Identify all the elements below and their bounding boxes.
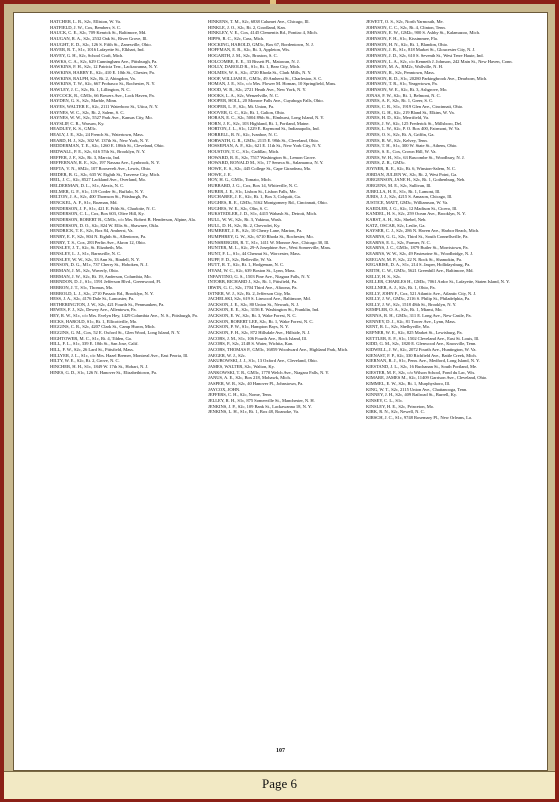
directory-entry: HENSLEY, J. T., S2c, St. Elizabeth, Mo. bbox=[50, 245, 124, 251]
directory-entry: KARST, A. H., S2c, Shebel, Neb. bbox=[366, 216, 427, 222]
directory-entry: KEARNS, J. C., GM3c, 1879 Butler St., Morristown, Pa. bbox=[366, 245, 469, 251]
directory-entry: JACKSON, ROBERT LEE, S2c, Rt. 1, Wake Forest, N. C. bbox=[208, 318, 314, 324]
directory-entry: JUSTICE, MATT, GM3c, Williamson, W. Va. bbox=[366, 200, 449, 205]
directory-entry: JAYCOX, JOHN. bbox=[208, 386, 241, 392]
directory-entry: JENKINS, L. H., S1c, Rt. 1, Box 48, Roanoke, Va. bbox=[208, 409, 300, 415]
directory-entry: JONES, G. H., S2c, 219 Bland St., Elkins, W. Va. bbox=[366, 109, 455, 115]
directory-entry: HELTON, J. A., S2c, 400 Thomson St., Pittsburgh, Pa. bbox=[50, 194, 148, 200]
directory-entry: JONES, J. W., S2c, 125 Frederick St., Millsboro, Del. bbox=[366, 120, 463, 126]
directory-entry: JOHNSON, H. N., S2c, Rt. 1, Blandon, Ohio. bbox=[366, 41, 449, 47]
directory-entry: KENNA, R. H., GM3c, 311 E. Long Ave., New Castle, Pa. bbox=[366, 313, 472, 319]
directory-entry: HOLCOMBE, E. E., 33 Bissett Pl., Matawan, N. J. bbox=[208, 58, 300, 64]
directory-entry: KENT, R. L., S2c, Shelbyville, Mo. bbox=[366, 324, 431, 330]
directory-entry: JONES, W. H., S1c, 63 Bascombe St., Woodbury, N. J. bbox=[366, 154, 465, 160]
directory-entry: HORN, J. E., S2c, 103 Highland, Rt. 1, Portland, Maine. bbox=[208, 120, 310, 126]
directory-entry: HERRON, J. T., S1c, Thomas, Mo. bbox=[50, 284, 114, 290]
directory-entry: HILL, F. W., S2c, 26 Lard St., Pittsfield, Mass. bbox=[50, 347, 134, 353]
directory-entry: HORAN, E. C., S2c, 5004 89th St., Elmhurst, Long Island, N. Y. bbox=[208, 115, 325, 121]
directory-entry: HICKS, HAROLD, S1c, Rt. 1, Ellicottville, Mo. bbox=[50, 318, 138, 324]
directory-entry: HATFIELD, J. W., Cox, Bemberr, S. C. bbox=[50, 24, 122, 30]
directory-entry: HEADLEY, K. S., GM3c. bbox=[50, 126, 97, 132]
directory-entry: HATCHER, L. B., S2c, Elliston, W. Va. bbox=[50, 19, 122, 24]
directory-columns bbox=[50, 19, 520, 745]
directory-entry: JOYNER, R. E., S2c, Rt. 6, Winston-Salem, N. C. bbox=[366, 166, 457, 172]
directory-entry: HOWARD, RONALD M., S1c, 17 Seneca St., Salamanca, N. Y. bbox=[208, 160, 324, 166]
directory-entry: HOLLY, DAROLD R., S1c, Rt. 1, Bear City, Mich. bbox=[208, 64, 301, 70]
directory-entry: HENDERSON, C. L., Cox, Box 603, Olive Hill, Ky. bbox=[50, 211, 145, 217]
directory-entry: KEMPLER, O. A., S2c, Rt. 1, Miami, Mo. bbox=[366, 307, 443, 313]
directory-entry: JANKOWSKI, T. R., GM3c, 1770 Welch Ave., Niagara Falls, N. Y. bbox=[208, 369, 330, 375]
document-page bbox=[13, 12, 548, 771]
directory-entry: JORGENSON, JANE H., S2c, Rt. 1, Gothenburg, Neb. bbox=[366, 177, 466, 183]
directory-entry: JOHNSON, J. B., S1c, 818 Market St., Gloucester City, N. J. bbox=[366, 47, 476, 53]
directory-entry: JOHNSON, E. W., GM2c, 900 S. Ashby St., Kalamazoo, Mich. bbox=[366, 30, 480, 36]
directory-entry: HENSLEY, W. W., S2c, 33 Ann St., Rindell, N. Y. bbox=[50, 256, 140, 262]
directory-entry: JACKSON, P. W., S1c, Hampton Bays, N. Y. bbox=[208, 324, 289, 330]
directory-entry: KINSEY, C. L., S1c. bbox=[366, 397, 404, 403]
directory-entry: HEWES, F. J., S2c, Dewey Ave., Allentown, Pa. bbox=[50, 307, 137, 313]
directory-entry: INTORB, RICHARD J., S2c, Rt. 1, Pittsfield, Pa. bbox=[208, 279, 298, 285]
directory-entry: HAWLEY, J. C., S2c, Rt. 1, Lillington, N. C. bbox=[50, 86, 131, 92]
directory-entry: HETHERINGTON, J. W., S2c, 421 Fourth St., Pennsauken, Pa. bbox=[50, 301, 165, 307]
directory-entry: KING, W. T., S2c, 2115 Union Ave., Chattanooga, Tenn. bbox=[366, 386, 468, 392]
directory-entry: HENDERSON, D. O., S2c, 824 W. Ellis St., Shawnee, Okla. bbox=[50, 222, 159, 228]
directory-entry: JACOBS, P., S2c, 2148 S. Water, Wichita, Kan. bbox=[208, 341, 294, 347]
directory-entry: JOHNSON, M. A., RM2c, Wallville, N. H. bbox=[366, 64, 444, 70]
directory-entry: HAVER, R. T., S1c, 1016 Lafayette St., Elkhart, Ind. bbox=[50, 47, 145, 53]
directory-entry: HAWKS, C. A., S2c, 629 Cunningham Ave., Pittsburgh, Pa. bbox=[50, 58, 158, 64]
directory-entry: ISTNER, W. J., S2c, Rt. 2, Jefferson City, Mo. bbox=[208, 290, 292, 296]
directory-entry: HUTT, R. T., S2c, Rt. 1, Hodgeman, N. C. bbox=[208, 262, 285, 268]
directory-entry: KEARNS, W. W., S2c, 49 Pasteurine St., Woodbridge, N. J. bbox=[366, 250, 474, 256]
directory-entry: KENNEY, D. J., S2c, 81 Tower Ave., Lynn, Mass. bbox=[366, 318, 456, 324]
directory-entry: HULL, D. H., S2c, Rt. 2, Chevrolet, Ky. bbox=[208, 222, 281, 228]
directory-entry: IRWIN, G. C., S2c, 1704 Third Ave., Altoona, Pa. bbox=[208, 284, 298, 290]
directory-entry: HUBER, J. E., S1c, Lisbon St., Lisbon Falls, Me. bbox=[208, 188, 297, 194]
directory-entry: HOOPER, L. F., S2c, Mt. Union, Pa. bbox=[208, 103, 275, 109]
page-label: Page 6 bbox=[261, 776, 298, 791]
directory-entry: HOMAN, J. E., S1c, c/o Mrs. Flower M. Homan, 10 Springfield, Mass. bbox=[208, 81, 337, 87]
directory-entry: KEARNS, E. L., S2c, Farmer, N. C. bbox=[366, 239, 431, 245]
directory-entry: KAYSER, C. J., S2c, 286 N. Haven Ave., Harbor Beach, Mich. bbox=[366, 228, 480, 234]
directory-entry: HUNT, F. L., S1c, 44 Chesnut St., Worcester, Mass. bbox=[208, 250, 301, 256]
directory-entry: HAYES, WALTER E., S2c, 2111 Waterboro St., Utica, N. Y. bbox=[50, 103, 159, 109]
directory-entry: KEEGAN, M. P., S2c, 22 N. Rock St., Shamokin, Pa. bbox=[366, 256, 462, 262]
directory-entry: HEDWALL, P. E., S2c, 616 57th St., Brooklyn, N. Y. bbox=[50, 149, 146, 155]
directory-entry: HENCKEL, A. F., S1c, Bozman, Md. bbox=[50, 200, 118, 205]
directory-entry: HENSLEY, L. J., S1c, Barnsville, N. C. bbox=[50, 250, 122, 256]
directory-entry: JACKSON, E. E., S2c, 3156 E. Washington St., Franklin, Ind. bbox=[208, 307, 320, 313]
directory-entry: HOGARTH, J. M., S2c, Braxton, S. C. bbox=[208, 52, 278, 58]
directory-entry: KAEDLER, J. G., S2c, 12 Madison St., Cicero, Ill. bbox=[366, 205, 458, 211]
directory-entry: HENSON, D. G., M1c, 737 Cherry St., Hoboken, N. J. bbox=[50, 262, 149, 268]
directory-entry: HEDDERMAN, T. E., S2c, 1260 E. 186th St., Cleveland, Ohio. bbox=[50, 143, 165, 149]
directory-entry: JASPER, W. R., S2c, 40 Hanover Pl., Johnstown, Pa. bbox=[208, 381, 304, 386]
directory-entry: INFANTINO, G. S., 1503 Pine Ave., Niagara Falls, N. Y. bbox=[208, 273, 311, 279]
directory-entry: HAWKINS, T. W., S2c, 667 Probasco St., Rochester, N. Y. bbox=[50, 81, 156, 87]
directory-entry: HULL, W. W., S2c, Rt. 3, Yakima, Wash. bbox=[208, 216, 282, 222]
directory-entry: HAYNES, W. C., S2c, Rt. 2, Salem, S. C. bbox=[50, 109, 125, 115]
directory-entry: JUBELLA, H. E., S1c, Rt. 1, Lamont, Ill. bbox=[366, 188, 441, 194]
directory-entry: HENRY, T. S., Cox, 283 Perlin Ave., Akron 12, Ohio. bbox=[50, 239, 146, 245]
directory-entry: HIPPS, R. C., S2c, Cass, Mich. bbox=[208, 35, 265, 41]
directory-entry: KIESTAND, J. L., S2c, 16 Buchanan St., South Portland, Me. bbox=[366, 364, 478, 370]
directory-entry: KEGARISE, D. A., S1c, 214 S. Jasper, Hollidaysburg, Pa. bbox=[366, 262, 471, 268]
directory-entry: HILL, F. L., S1c, 339 E. 10th St., San Jose, Calif. bbox=[50, 341, 139, 347]
directory-entry: HAWKINS, RALPH, S2c, Rt. 2, Abingdon, Va. bbox=[50, 75, 136, 81]
directory-entry: HOSSEPIAN, A. F., S2c, 621 E. 11th St., New York City, N. Y. bbox=[208, 143, 322, 149]
directory-entry: HUMBERT, J. B., S2c, 10 Cherry Lane, Marion, Pa. bbox=[208, 228, 303, 234]
directory-entry: HEFFERNAN, R. E., S2c, 197 Nassau Ave., Lynbrook, N. Y. bbox=[50, 160, 160, 166]
directory-entry: HOOKS, L. A., S2c, Wenzelville, N. C. bbox=[208, 92, 279, 98]
directory-entry: JACHELSKI, S2c, 619 S. Linwood Ave., Baltimore, Md. bbox=[208, 296, 311, 302]
directory-entry: KETTLER, E. F., S1c, 1502 Cleveland Ave., East St. Louis, Ill. bbox=[366, 335, 480, 341]
directory-entry: HUKSTEDLER, J. D., S1c, 4415 Wabash St., Detroit, Mich. bbox=[208, 211, 317, 217]
directory-entry: JACKSON, E. W., S2c, Rt. 3, Wake Forest, N. C. bbox=[208, 313, 297, 319]
directory-entry: HUBBARD, J. G., Cox, Box 14, Whiteville, N. C. bbox=[208, 183, 299, 189]
directory-entry: JACKSON, F. H., S2c, 872 Hillsdale Ave., Hillside, N. J. bbox=[208, 330, 311, 336]
directory-entry: HOCKING, HAROLD, GM3c, Box 67, Bordentown, N. J. bbox=[208, 41, 314, 47]
directory-entry: JACOBS, THOMAS P., GM3c, 16859 Woodward Ave., Highland Park, Mich. bbox=[208, 347, 349, 353]
directory-entry: JOHNSON, R. D., S1c, 20280 Parkingbrook Ave., Dearborn, Mich. bbox=[366, 75, 488, 81]
directory-entry: KANDEL, H. S., S2c, 259 Ocean Ave., Brooklyn, N. Y. bbox=[366, 211, 466, 217]
directory-entry: JOHNSON, W. E., S2c, Rt. 3, Ashgrove, Mo. bbox=[366, 86, 448, 92]
directory-entry: HAUCK, C. E., S2c, 709 Kenrick St., Baltimore, Md. bbox=[50, 30, 147, 36]
directory-entry: HEY, R. W., S1c, c/o Mrs. Evelyn Hey, 1429 Columbia Ave., N. S., Pittsburgh, Pa. bbox=[50, 313, 198, 319]
directory-entry: JOHNSON, F. H., S1c, Kissimmee, Fla. bbox=[366, 35, 438, 41]
directory-entry: HENRY, E. F., S2c, 804 N. Eighth St., Allentown, Pa. bbox=[50, 233, 147, 239]
directory-entry: HAYSLIP, C. R., Warsaw, Ky. bbox=[50, 120, 105, 126]
directory-entry: KATZ, OSCAR, S2c, Leslie, Ga. bbox=[366, 222, 426, 228]
directory-entry: HAUGAN, R. A., S2c, 2532 Oak St., River Grove, Ill. bbox=[50, 35, 148, 41]
directory-entry: HEFTA, V. N., SM2c, 107 Roosevelt Ave., Lewis, Ohio. bbox=[50, 166, 152, 172]
directory-entry: JACKSON, J. E., S2c, 80 Union St., Newark, N. J. bbox=[208, 301, 300, 307]
directory-entry: HAWKINS, F. H., S2c, 12 Patricia Terr., Lackawanna, N. Y. bbox=[50, 64, 158, 70]
directory-entry: HAVEY, G. H., S2c, School Craft, Mich. bbox=[50, 52, 124, 58]
directory-entry: HELDERMAN, D. L., S1c, Alexis, N. C. bbox=[50, 183, 125, 189]
directory-entry: JEFFERS, C. H., S2c, Nome, Tenn. bbox=[208, 392, 272, 398]
directory-entry: HEALY, J. E., S2c, 24 French St., Watertown, Mass. bbox=[50, 132, 144, 138]
directory-entry: KEPNER, W. E., S2c, 825 Market St., Lewisburg, Pa. bbox=[366, 330, 463, 336]
directory-entry: KELLNER, A. J., S2c, Rt. 1, Ohio, Pa. bbox=[366, 284, 436, 290]
directory-entry: JONES, O. S., S2c, Rt. A, Griffin, Ga. bbox=[366, 132, 435, 138]
directory-entry: HERROLD, L. J., S2c, 2710 Passaic Rd., Brooklyn, N. Y. bbox=[50, 290, 154, 296]
directory-entry: HUGHES, W. E., S2c, Olin, S. C. bbox=[208, 205, 269, 211]
directory-entry: HAWKINS, HARRY E., S2c, 410 E. 10th St., Chester, Pa. bbox=[50, 69, 155, 75]
directory-entry: HILTY, W. E., S2c, Rt. 2, Grove, N. C. bbox=[50, 358, 120, 364]
directory-entry: HENDERSON, ROBERT B., GM3c, c/o Mrs. Robert B. Henderson, Alpine, Ala. bbox=[50, 216, 196, 222]
directory-entry: HOUSTON, T. C., S1c, Cadillac, Mich. bbox=[208, 149, 280, 155]
directory-entry: KIRSCH, J. C., S1c, 9748 Rosemary Pl., New Orleans, La. bbox=[366, 414, 472, 420]
directory-entry: HOWARD, R. E., S2c, 7517 Washington St., Lemon Grove. bbox=[208, 154, 316, 160]
directory-entry: JOHNSON, C. C., S2c, Rt. 4, Clinton, Tenn. bbox=[366, 24, 446, 30]
directory-entry: HUCHABEE, J. E., S2c, Rt. 1, Box 3, Colquitt, Ga. bbox=[208, 194, 301, 200]
directory-entry: KELLY, JOHN F., Cox, 521 Atlantic Ave., Atlantic City, N. J. bbox=[366, 290, 477, 296]
directory-entry: JONAS, F. W., S2c, Rt. 1, Belmont, N. C. bbox=[366, 92, 441, 98]
directory-entry: KIESTER, M. F., S2c, c/o Wilson School, Fond du Lac, Wis. bbox=[366, 369, 476, 375]
directory-entry: JELLEY, R. H., S1c, 875 Somerville St., Manchester, N. H. bbox=[208, 397, 315, 403]
directory-entry: HOY, H. G., GM3c, Tomato, Mich. bbox=[208, 177, 272, 183]
directory-entry: JONES, S. E., Cox, Crown Hill, W. Va. bbox=[366, 149, 437, 155]
directory-entry: KIENAST, F. P., S2c, 330 Richfield Ave., Battle Creek, Mich. bbox=[366, 352, 477, 358]
directory-entry: KEITH, C. W., GM3c, 5621 Greenhill Ave., Baltimore, Md. bbox=[366, 267, 474, 273]
directory-entry: KELLY, H. S., S2c. bbox=[366, 273, 402, 279]
directory-entry: HORTON, J. L., S1c, 1229 E. Raymond St., Indianapolis, Ind. bbox=[208, 126, 320, 132]
directory-entry: JOHNSON, J. D., S2c, 610 S. Seventh St., West Terre Haute, Ind. bbox=[366, 52, 484, 58]
directory-entry: JONES, A. F., S2c, Rt. 1, Greer, S. C. bbox=[366, 98, 434, 104]
directory-entry: JAMES, WALTER, S2c, Walton, Ky. bbox=[208, 364, 275, 370]
directory-entry: KIRK, R. N., S2c, Newell, N. C. bbox=[366, 409, 425, 415]
directory-entry: HYAM, W. C., S2c, 639 Boston St., Lynn, Mass. bbox=[208, 267, 296, 273]
directory-entry: HIGGINS, G. M., Cox, 52 E. Oxford St., Glen Wood, Long Island, N. Y. bbox=[50, 330, 181, 336]
directory-entry: JAKUBOWSKI, J. J., S1c, 13 Oxford Ave., Cleveland, Ohio. bbox=[208, 358, 318, 364]
directory-entry: JONES, T. H., S1c, 300 W. State St., Athens, Ohio. bbox=[366, 143, 458, 149]
directory-entry: HOOF, WILLIAM E., GM3c, 49 Amherst St., Charleston, S. C. bbox=[208, 75, 323, 81]
directory-entry: JACOBS, J. M., S1c, 106 Fourth Ave., Rock Island, Ill. bbox=[208, 335, 308, 341]
directory-entry: HINKLE, J. O., S2c, Rt. 2, Goodland, Kan. bbox=[208, 24, 286, 30]
directory-entry: HINKENS, T. M., S2c, 6838 Calumet Ave., Chicago, Ill. bbox=[208, 19, 310, 24]
directory-entry: KIERNAN, R. J., S1c, Penn. Ave., Medford, Long Island, N. Y. bbox=[366, 358, 480, 364]
directory-column-1 bbox=[50, 19, 204, 745]
directory-entry: JORDAN, JULIEN W., S2c, Rt. 2, West Point, Ga. bbox=[366, 171, 458, 177]
directory-entry: HEFFER, J. F., S2c, Rt. 3, Marcia, Ind. bbox=[50, 154, 121, 160]
directory-entry: HORWATH, G. R., GM3c, 2115 E. 98th St., Cleveland, Ohio. bbox=[208, 137, 319, 143]
directory-entry: HEIL, J. C., S2c, 8527 Lackland Ave., Overland, Mo. bbox=[50, 177, 146, 183]
directory-entry: HORRELL, R. N., S2c, Ivanhoe, N. C. bbox=[208, 132, 278, 138]
directory-entry: HOWE, E. S., S2c, 445 College St., Cape Girardeau, Mo. bbox=[208, 166, 312, 172]
directory-entry: HUNSBERGER, R. T., S1c, 1411 W. Monroe Ave., Chicago 30, Ill. bbox=[208, 239, 330, 245]
directory-entry: HOOPER, HOLL, 20 Monroe Falls Ave., Cuyahoga Falls, Ohio. bbox=[208, 98, 324, 104]
directory-entry: KIDD, G. M., S2c, 1820 E. Glenwood Ave., Knoxville, Tenn. bbox=[366, 341, 477, 347]
directory-entry: HERMAN, J. W., S2c, Rt. 19, Anderson, Columbia, Mo. bbox=[50, 273, 152, 279]
directory-entry: KIMARE, JAMES M., S2c, 11409 Garrison Ave., Cleveland, Ohio. bbox=[366, 375, 488, 381]
directory-entry: HENDRICK, T. E., S2c, Box 84, Amherst, Va. bbox=[50, 228, 134, 234]
page-number: 107 bbox=[276, 748, 285, 754]
directory-entry: JAEGER, W. J., S2c. bbox=[208, 352, 246, 358]
directory-entry: HAUGHT, E. D., S2c, 126 S. Fifth St., Zanesville, Ohio. bbox=[50, 41, 152, 47]
directory-entry: HELMER, G. F., S1c, 119 Corder St., Buffalo, N. Y. bbox=[50, 188, 144, 194]
directory-column-3 bbox=[366, 19, 520, 745]
page-footer-bar bbox=[4, 771, 555, 799]
directory-entry: HESS, J. A., S2c, 4176 Dale St., Lancaster, Pa. bbox=[50, 296, 135, 302]
directory-entry: JORGENS, M. E., S2c, Sullivan, Ill. bbox=[366, 183, 432, 189]
directory-entry: HENDERSON, J. F., S1c, 421 E. Fifth St., Charlotte, N. C. bbox=[50, 205, 156, 211]
directory-entry: HIGHTOWER, M. C., S1c, Rt. 4, Tilden, Ga. bbox=[50, 335, 132, 341]
directory-entry: JONES, R. W., S2c, Kelvey, Tenn. bbox=[366, 137, 428, 143]
directory-entry: HUGHES, R. E., GM3c, 5162 Montgomery Rd., Cincinnati, Ohio. bbox=[208, 200, 328, 205]
directory-entry: HIGGINS, C. R., S2c, 4207 Clark St., Camp Huron, Mich. bbox=[50, 324, 156, 330]
directory-entry: HUPP, F. D., S2c, Belleville, W. Va. bbox=[208, 256, 273, 262]
directory-entry: JOHNSON, R., S2c, Penntown, Mass. bbox=[366, 69, 435, 75]
directory-entry: HINCHER, H. H., S1c, 1849 W. 17th St., Hobart, N. J. bbox=[50, 364, 149, 370]
directory-entry: JEWETT, O. S., S2c, North Yarmouth, Me. bbox=[366, 19, 444, 24]
directory-entry: KIDWELL, J. W., S2c, 2072 Fourth Ave., Huntington, W. Va. bbox=[366, 347, 477, 353]
directory-entry: JONES, C. R., S1c, 1919 Glen Ave., Cincinnati, Ohio. bbox=[366, 103, 464, 109]
directory-entry: JOHNSON, T. R., S1c, Yeagertown, Pa. bbox=[366, 81, 438, 87]
directory-column-2 bbox=[208, 19, 362, 745]
directory-entry: HAYCOCK, R., GM3c, 66 Bowers Ave., Lock Haven, Pa. bbox=[50, 92, 155, 98]
directory-entry: HILLYER, J. L., S1c, c/o Mrs. Hazel Bremer, Montreal Ave., East Peoria, Ill. bbox=[50, 352, 189, 358]
directory-entry: KELLY, J. W., GM3c, 2116 S. Philip St., Philadelphia, Pa. bbox=[366, 296, 471, 302]
directory-entry: KELLER, CHARLES H., GM3c, 7061 Ardor St., Lafayette, Staten Island, N. Y. bbox=[366, 279, 510, 285]
directory-entry: JURIS, J. J., S2c, 4215 S. Amazon, Chicago, Ill. bbox=[366, 194, 453, 200]
directory-entry: HINES, G. D., S1c, 126 N. Hanover St., Elizabethtown, Pa. bbox=[50, 369, 158, 375]
directory-entry: HAYNES, W. W., S2c, 5527 Park Ave., Kansas City, Mo. bbox=[50, 115, 153, 121]
directory-entry: HERMAN, J. M., S2c, Waverly, Ohio. bbox=[50, 267, 120, 273]
directory-entry: HOWE, J. E. bbox=[208, 171, 232, 177]
directory-entry: JONES, L. W., S2c, P. O. Box 400, Fairmont, W. Va. bbox=[366, 126, 461, 132]
directory-entry: HOLMES, W. S., S2c, 4720 Rhoda St., Clark Mills, N. Y. bbox=[208, 69, 312, 75]
directory-entry: JANUS, A. E., S2c, Box 218, Mohawk, Mich. bbox=[208, 375, 291, 381]
directory-entry: HERNDON, D. J., S1c, 1591 Jefferson Blvd., Greenwood, Fl. bbox=[50, 279, 162, 285]
directory-entry: HOFFMAN, E. B., S2c, Rt. 3, Appleton, Wis. bbox=[208, 47, 291, 53]
directory-entry: KIMMEL, E. W., S2c, Rt. 1, Murphysboro, Ill. bbox=[366, 381, 451, 386]
directory-entry: JENKINS, J. P., S2c, 109 Bank St., Lackawanna 18, N. Y. bbox=[208, 403, 312, 409]
directory-entry: HUNTER, M. L., S2c, 29-A Josephine Ave., West Somerville, Mass. bbox=[208, 245, 332, 251]
directory-entry: HOOVER, G. C., S2c, Rt. 1, Galion, Ohio. bbox=[208, 109, 286, 115]
directory-entry: KELLY, J. W., S2c, 1518 48th St., Brooklyn, N. Y. bbox=[366, 301, 457, 307]
directory-entry: HUMPHREY, G. W., S2c, 6710 Rhoda St., Rochester, Mo. bbox=[208, 233, 314, 239]
directory-entry: JONES, H. D., S2c, Merrifield, Va. bbox=[366, 115, 430, 121]
directory-entry: HINKLEY, V. E., Cox, 4145 Clementis Rd., Pontiac 4, Mich. bbox=[208, 30, 318, 36]
directory-entry: HAYDEN, G. S., S2c, Marble, Minn. bbox=[50, 98, 118, 104]
directory-entry: HEARD, H. J., S2c, 302 W. 137th St., New York, N. Y. bbox=[50, 137, 149, 143]
directory-entry: HEIDER, B. G., S2c, 635 W. Eighth St., Traverse City, Mich. bbox=[50, 171, 161, 177]
directory-entry: KINSLEY, H. E., S2c, Princeton, Mo. bbox=[366, 403, 435, 409]
directory-entry: JOHNSON, L. A., S2c, c/o Kenneth J. Johnson, 242 Main St., New Haven, Conn. bbox=[366, 58, 513, 64]
directory-entry: HOOD, W. B., S2c, 2721 Heath Ave., New York, N. Y. bbox=[208, 86, 307, 92]
directory-entry: KINNEY, J. H., S2c, 409 Railroad St., Burrell, Ky. bbox=[366, 392, 457, 398]
directory-entry: JONES, Z. R., GM3c. bbox=[366, 160, 406, 166]
directory-entry: KEARNS, G. G., S2c, Third St., South Connellsville, Pa. bbox=[366, 233, 469, 239]
